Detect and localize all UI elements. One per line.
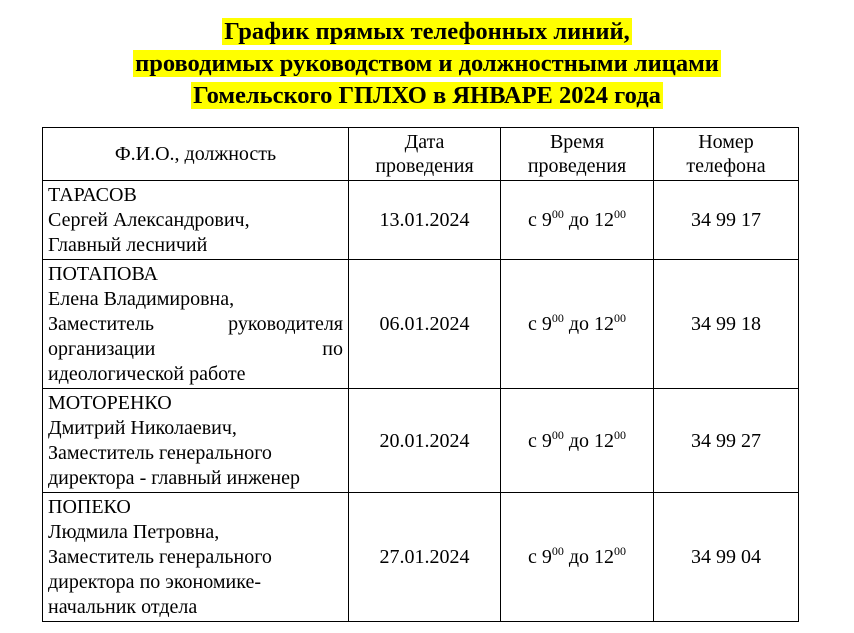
person-position: Заместитель руководителя xyxy=(48,312,343,335)
time-cell: с $9^{00}$ до $12^{00}$ xyxy=(501,260,654,389)
title-line-2: проводимых руководством и должностными лицами xyxy=(135,50,719,77)
person-surname: ТАРАСОВ xyxy=(48,183,137,206)
person-cell xyxy=(43,389,349,493)
title-line-3: Гомельского ГПЛХО в ЯНВАРЕ 2024 года xyxy=(193,82,661,109)
phone-cell: 34 99 27 xyxy=(654,389,799,493)
person-cell xyxy=(43,260,349,389)
schedule-table xyxy=(42,127,799,622)
header-name: Ф.И.О., должность xyxy=(43,128,349,181)
person-name: Дмитрий Николаевич, xyxy=(48,416,237,439)
document-title xyxy=(0,16,854,112)
header-row xyxy=(43,128,799,181)
person-surname: ПОПЕКО xyxy=(48,495,131,518)
title-line-1: График прямых телефонных линий, xyxy=(224,18,630,45)
table-row xyxy=(43,389,799,493)
person-position: организации по xyxy=(48,337,343,360)
person-surname: ПОТАПОВА xyxy=(48,262,158,285)
person-name: Елена Владимировна, xyxy=(48,287,235,310)
person-cell xyxy=(43,181,349,260)
person-name: Сергей Александрович, xyxy=(48,208,250,231)
person-cell xyxy=(43,493,349,622)
table-row xyxy=(43,493,799,622)
header-phone: Номер телефона xyxy=(654,128,799,181)
header-date: Дата проведения xyxy=(349,128,501,181)
person-position: директора по экономике- xyxy=(48,570,261,593)
table-row xyxy=(43,260,799,389)
person-surname: МОТОРЕНКО xyxy=(48,391,172,414)
person-position: директора - главный инженер xyxy=(48,466,300,489)
time-cell: с $9^{00}$ до $12^{00}$ xyxy=(501,389,654,493)
phone-cell: 34 99 04 xyxy=(654,493,799,622)
time-cell: с $9^{00}$ до $12^{00}$ xyxy=(501,181,654,260)
date-cell: 06.01.2024 xyxy=(349,260,501,389)
person-position: идеологической работе xyxy=(48,362,246,385)
date-cell: 20.01.2024 xyxy=(349,389,501,493)
phone-cell: 34 99 18 xyxy=(654,260,799,389)
person-position: Заместитель генерального xyxy=(48,545,272,568)
date-cell: 13.01.2024 xyxy=(349,181,501,260)
person-name: Людмила Петровна, xyxy=(48,520,220,543)
header-time: Время проведения xyxy=(501,128,654,181)
phone-cell: 34 99 17 xyxy=(654,181,799,260)
person-position: Главный лесничий xyxy=(48,233,208,256)
time-cell: с $9^{00}$ до $12^{00}$ xyxy=(501,493,654,622)
date-cell: 27.01.2024 xyxy=(349,493,501,622)
person-position: Заместитель генерального xyxy=(48,441,272,464)
table-row xyxy=(43,181,799,260)
person-position: начальник отдела xyxy=(48,595,198,618)
